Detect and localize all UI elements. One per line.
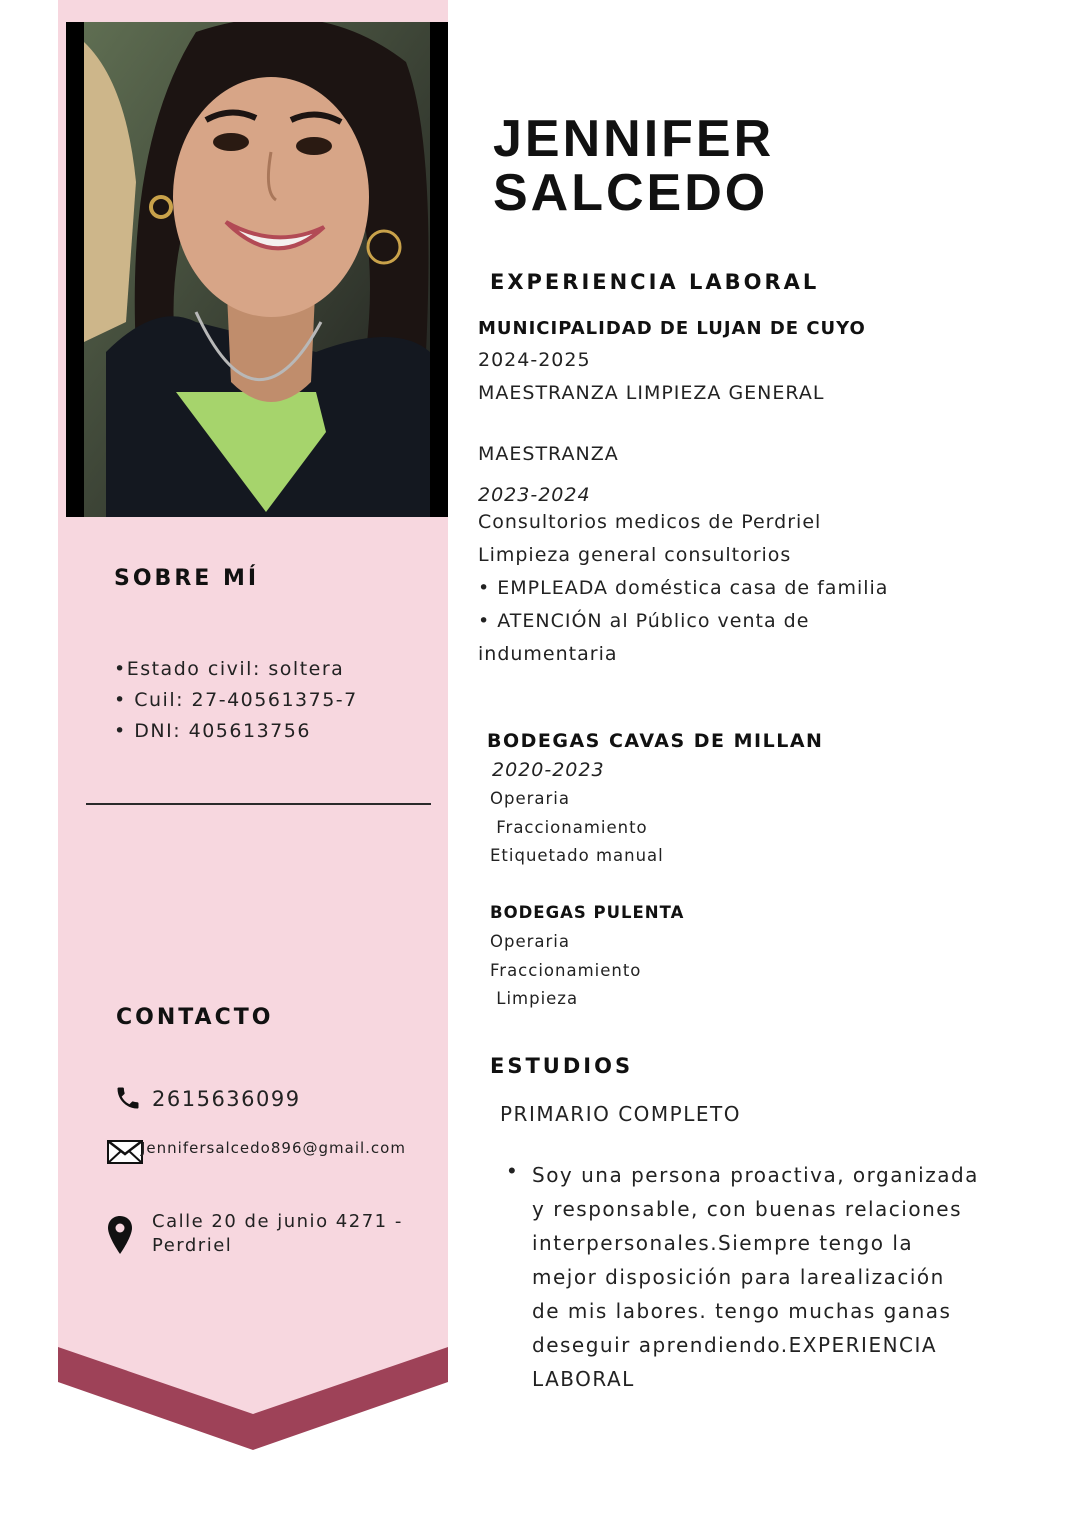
studies-item: PRIMARIO COMPLETO [500, 1102, 741, 1126]
job4-line: Fraccionamiento [490, 960, 642, 980]
job3-years: 2020-2023 [492, 759, 605, 781]
job2-line: • ATENCIÓN al Público venta de [478, 610, 810, 632]
job2-line: • EMPLEADA doméstica casa de familia [478, 577, 889, 599]
about-heading: SOBRE MÍ [114, 566, 260, 591]
studies-heading: ESTUDIOS [490, 1054, 634, 1078]
profile-line: deseguir aprendiendo.EXPERIENCIA [532, 1333, 938, 1357]
name-first: JENNIFER [493, 110, 775, 168]
job4-details [490, 928, 641, 1014]
profile-summary-text [532, 1158, 982, 1396]
about-list [114, 654, 358, 747]
job2-line: Consultorios medicos de Perdriel [478, 511, 822, 533]
profile-line: de mis labores. tengo muchas ganas [532, 1299, 952, 1323]
job3-line: Operaria [490, 789, 570, 808]
profile-line: • Soy una persona proactiva, organizada [532, 1163, 979, 1187]
profile-summary-item [532, 1158, 1052, 1396]
job3-details [490, 785, 664, 871]
job2-title: MAESTRANZA [478, 443, 619, 465]
address-line-2: Perdriel [152, 1235, 233, 1256]
job2-years: 2023-2024 [478, 484, 591, 506]
profile-line: interpersonales.Siempre tengo la [532, 1231, 914, 1255]
job2-line: indumentaria [478, 643, 618, 665]
contact-phone[interactable]: 2615636099 [152, 1087, 301, 1111]
experience-heading: EXPERIENCIA LABORAL [490, 270, 820, 294]
contact-address [152, 1210, 403, 1258]
job3-line: Fraccionamiento [490, 817, 648, 837]
about-item-cuil: • Cuil: 27-40561375-7 [114, 689, 358, 711]
about-item-civil-status: •Estado civil: soltera [114, 658, 345, 680]
job4-company: BODEGAS PULENTA [490, 903, 685, 922]
address-line-1: Calle 20 de junio 4271 - [152, 1211, 403, 1232]
location-pin-icon [108, 1216, 132, 1259]
job3-line: Etiquetado manual [490, 846, 664, 865]
name-last: SALCEDO [493, 164, 769, 222]
contact-email[interactable]: Jennifersalcedo896@gmail.com [141, 1139, 406, 1157]
job1-years: 2024-2025 [478, 349, 591, 371]
profile-line: mejor disposición para larealización [532, 1265, 945, 1289]
sidebar-divider [86, 803, 431, 805]
job1-role: MAESTRANZA LIMPIEZA GENERAL [478, 382, 825, 404]
job4-line: Limpieza [490, 989, 579, 1008]
profile-summary-list [500, 1158, 1052, 1396]
full-name [493, 112, 774, 220]
profile-line: LABORAL [532, 1367, 635, 1391]
contact-heading: CONTACTO [116, 1005, 274, 1030]
job4-line: Operaria [490, 932, 570, 951]
profile-line: y responsable, con buenas relaciones [532, 1197, 962, 1221]
phone-icon [114, 1084, 142, 1117]
job2-details [478, 506, 888, 671]
job3-company: BODEGAS CAVAS DE MILLAN [487, 730, 824, 752]
about-item-dni: • DNI: 405613756 [114, 720, 311, 742]
job1-company: MUNICIPALIDAD DE LUJAN DE CUYO [478, 318, 866, 339]
profile-photo [66, 22, 448, 517]
job2-line: Limpieza general consultorios [478, 544, 792, 566]
mail-icon [107, 1140, 143, 1169]
